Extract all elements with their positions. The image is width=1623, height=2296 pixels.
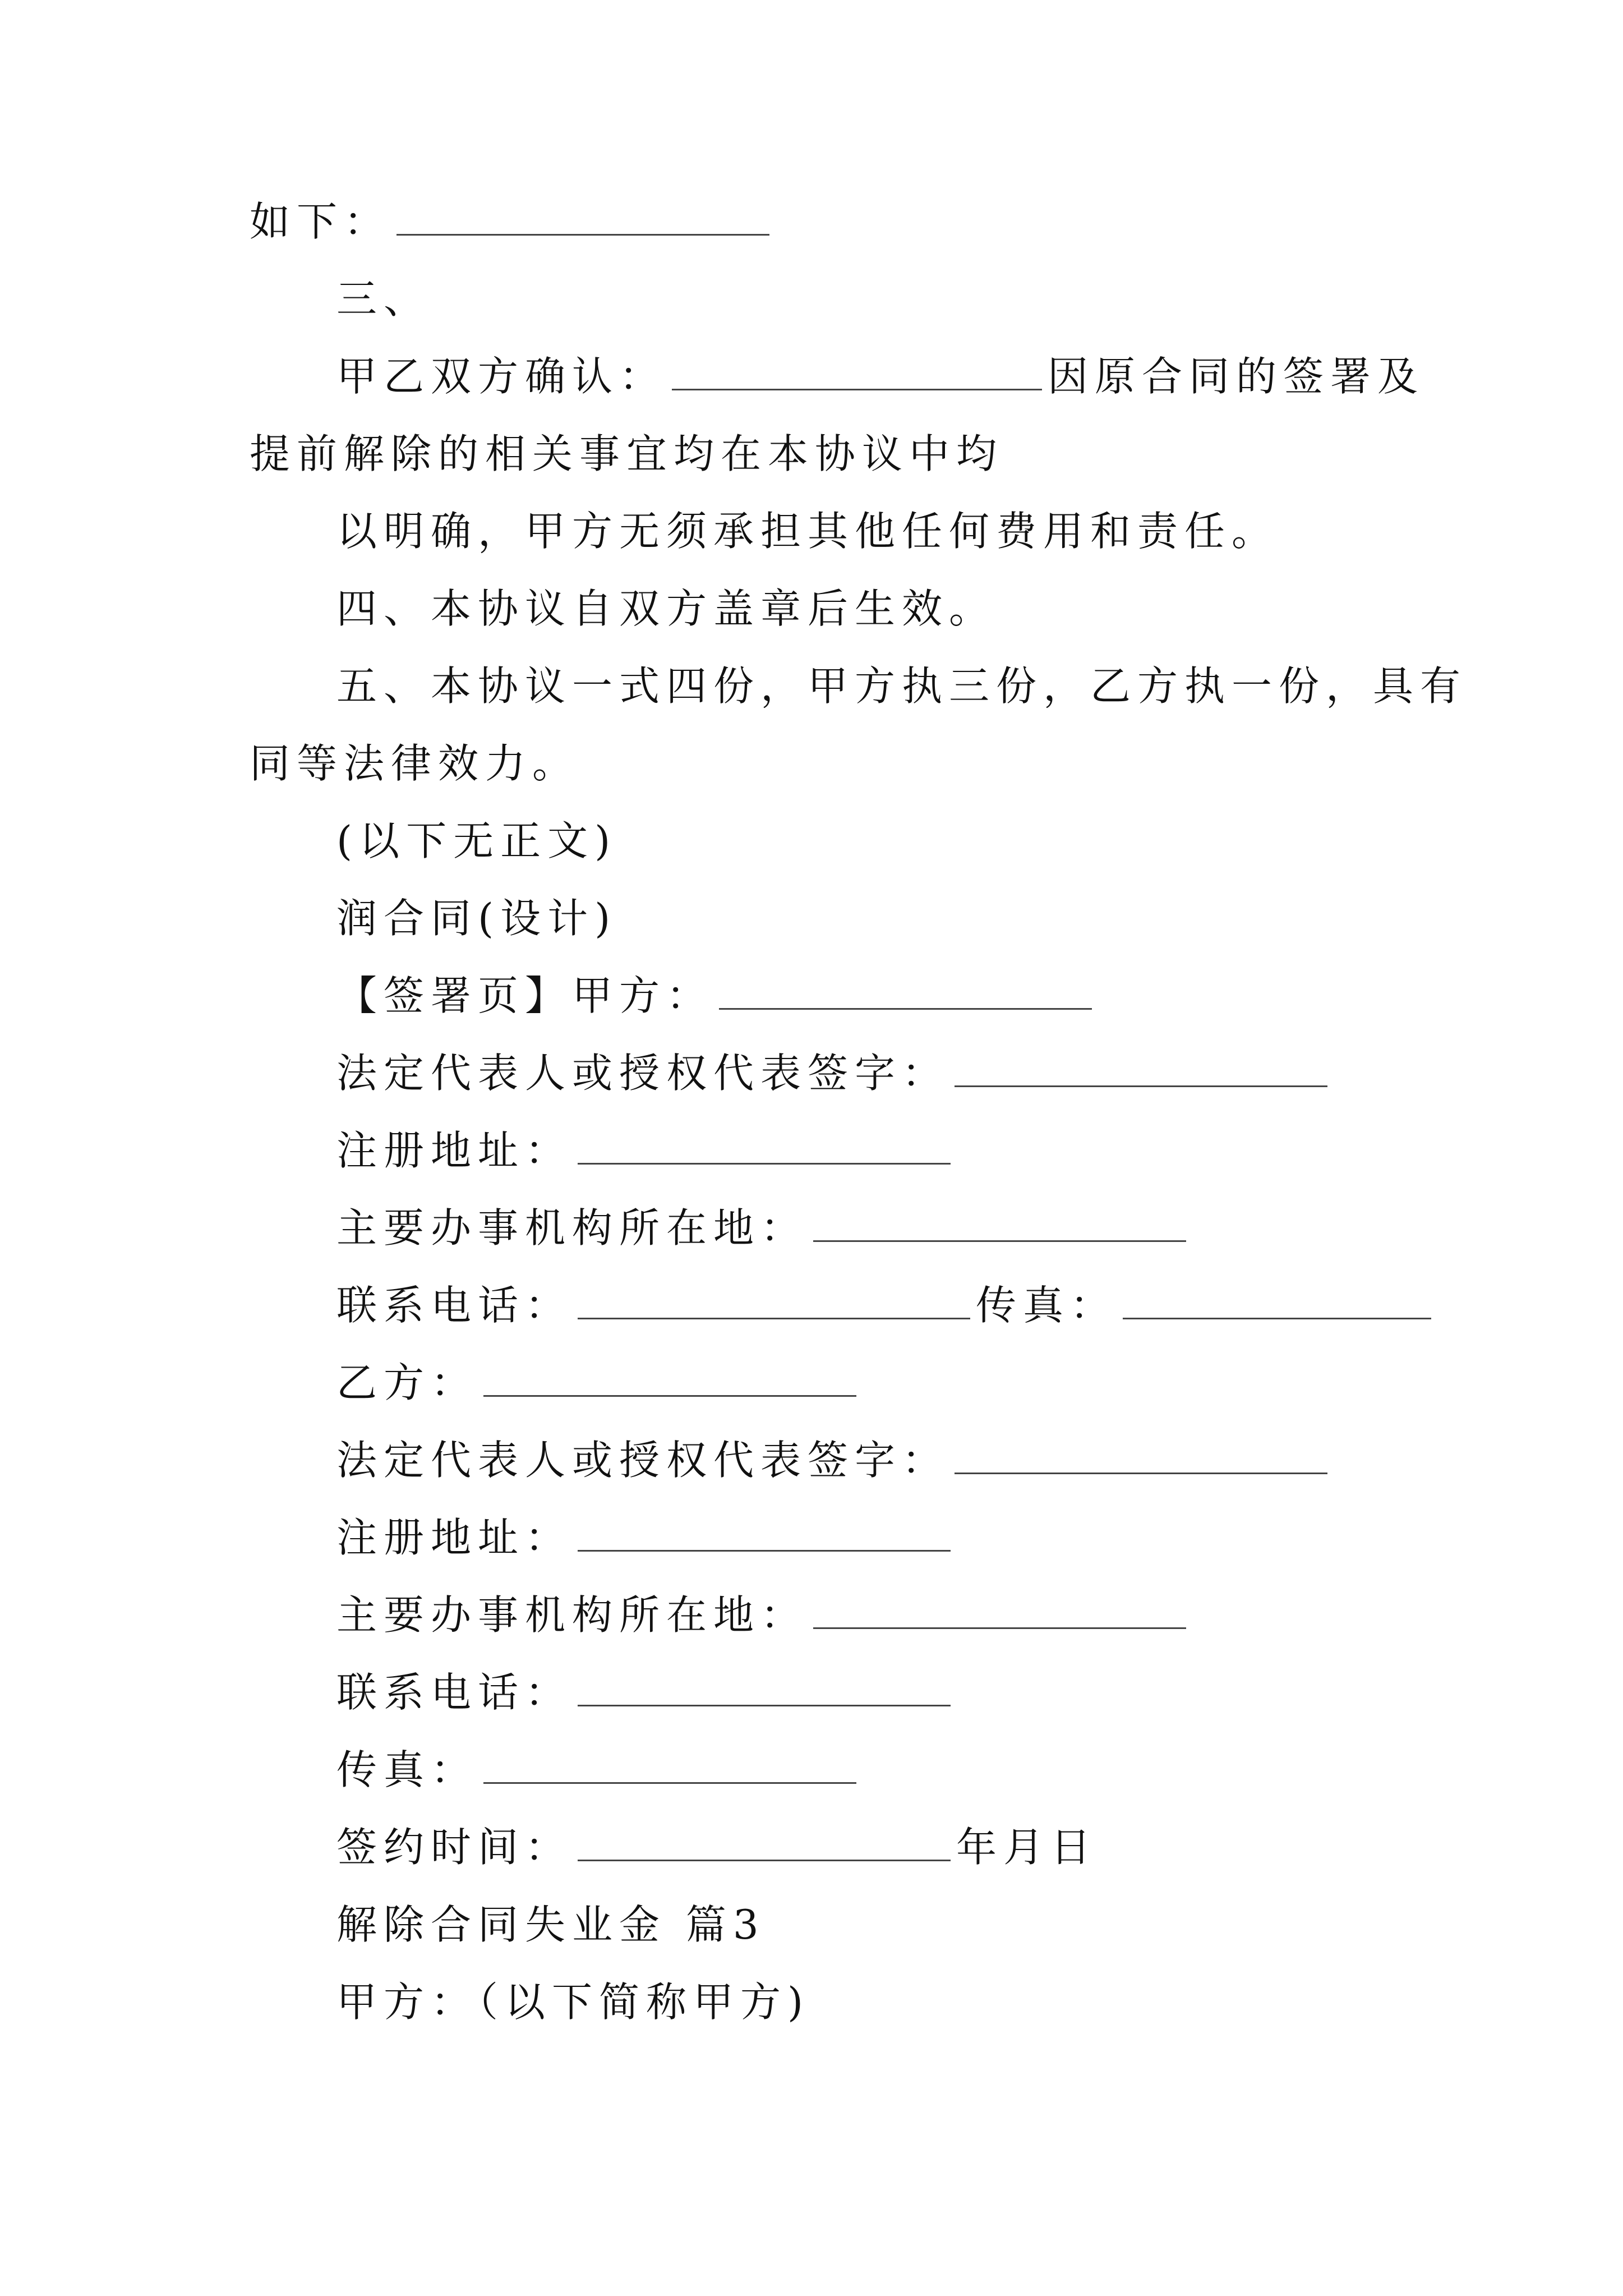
signature-line [336, 1819, 1098, 1875]
text-line [336, 890, 617, 946]
section-title [336, 1897, 766, 1953]
line-text: 甲方：（以下简称甲方) [336, 1978, 810, 2026]
line-text: 乙方： [336, 1359, 478, 1406]
line-text: 提前解除的相关事宜均在本协议中均 [250, 430, 1004, 477]
blank-field [578, 1856, 951, 1861]
signature-line [336, 968, 1098, 1024]
signature-line [336, 1587, 1192, 1643]
blank-field [483, 1392, 856, 1397]
clause-line [336, 581, 996, 637]
blank-field [672, 385, 1042, 390]
line-text: 主要办事机构所在地： [336, 1204, 808, 1251]
line-text: 联系电话： [336, 1669, 573, 1716]
signature-line [336, 1510, 956, 1566]
line-text: 传真： [336, 1746, 478, 1793]
line-text: 三、 [336, 275, 431, 323]
line-text: (以下无正文) [336, 817, 617, 864]
text-line [250, 735, 579, 792]
signature-line [336, 1200, 1192, 1256]
line-text: 主要办事机构所在地： [336, 1591, 808, 1639]
blank-field [813, 1237, 1186, 1242]
line-text: 法定代表人或授权代表签字： [336, 1050, 949, 1097]
text-line [336, 1974, 810, 2030]
line-text: 如下： [250, 198, 391, 245]
text-line [250, 194, 775, 250]
line-text: 润合同(设计) [336, 895, 617, 942]
text-line [336, 348, 1424, 404]
blank-field [813, 1624, 1186, 1629]
signature-line [336, 1432, 1333, 1488]
line-text: 法定代表人或授权代表签字： [336, 1437, 949, 1484]
signature-line [336, 1277, 1437, 1333]
text-line [250, 426, 1003, 482]
line-text: 签约时间： [336, 1824, 573, 1871]
blank-field [483, 1779, 856, 1784]
blank-field [578, 1159, 951, 1165]
blank-field [955, 1082, 1327, 1087]
line-text: 甲乙双方确认： [336, 353, 667, 400]
blank-field [396, 231, 769, 236]
line-text: 【签署页】甲方： [336, 972, 714, 1019]
blank-field [578, 1547, 951, 1552]
signature-line [336, 1045, 1333, 1101]
signature-line [336, 1664, 956, 1720]
signature-line [336, 1742, 862, 1798]
text-line [336, 503, 1279, 559]
blank-field [578, 1314, 970, 1319]
line-text: 注册地址： [336, 1514, 573, 1561]
blank-field [578, 1701, 951, 1706]
line-text: 五、本协议一式四份，甲方执三份，乙方执一份，具有 [336, 662, 1468, 710]
line-text: 联系电话： [336, 1282, 573, 1329]
section-heading [336, 271, 431, 327]
line-text: 解除合同失业金 篇3 [336, 1901, 766, 1948]
blank-field [955, 1469, 1327, 1474]
line-text-after: 传真： [976, 1282, 1118, 1329]
signature-line [336, 1355, 862, 1411]
blank-field [719, 1005, 1092, 1010]
line-text: 同等法律效力。 [250, 740, 580, 787]
blank-field [1123, 1314, 1431, 1319]
line-text: 四、本协议自双方盖章后生效。 [336, 585, 997, 632]
line-text: 注册地址： [336, 1127, 573, 1174]
clause-line [336, 658, 1467, 714]
line-text: 以明确，甲方无须承担其他任何费用和责任。 [336, 508, 1279, 555]
text-line [336, 813, 617, 869]
signature-line [336, 1122, 956, 1179]
line-text-after: 年月日 [956, 1824, 1098, 1871]
line-text-after: 因原合同的签署及 [1048, 353, 1425, 400]
